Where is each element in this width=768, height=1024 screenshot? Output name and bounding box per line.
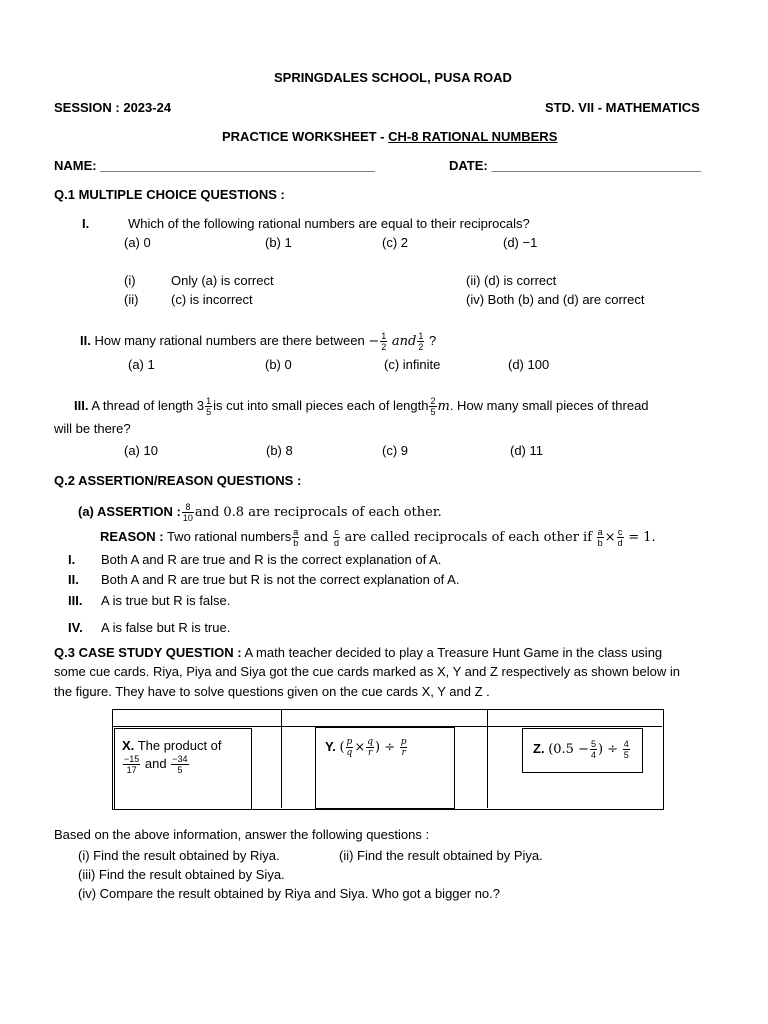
q1-i-sub-3-text: (ii) (d) is correct	[466, 273, 557, 288]
cue-card-y-times: ×	[354, 740, 366, 755]
q3-question-1: (i) Find the result obtained by Riya.	[78, 848, 280, 863]
q2-heading: Q.2 ASSERTION/REASON QUESTIONS :	[54, 473, 302, 488]
numerator: 1	[206, 396, 212, 407]
reason-fraction-3	[597, 527, 604, 548]
q1-iii-text-3: . How many small pieces of thread	[449, 398, 649, 413]
q1-iii-text-2: is cut into small pieces each of length	[213, 398, 429, 413]
q1-ii-number: II.	[80, 333, 91, 348]
numerator: 5	[590, 739, 596, 750]
q1-i-sub-1-num: (i)	[124, 273, 136, 288]
denominator: d	[617, 538, 623, 549]
numerator: 2	[430, 396, 436, 407]
q1-ii-question	[80, 329, 436, 354]
cue-card-z-fraction-2	[623, 739, 630, 760]
session: SESSION : 2023-24	[54, 100, 172, 115]
q1-iii-unit: m	[437, 399, 450, 414]
denominator: 17	[126, 765, 137, 775]
q1-iii-fraction-2	[429, 396, 436, 417]
q1-i-sub-4-text: (iv) Both (b) and (d) are correct	[466, 292, 645, 307]
q1-i-option-b: (b) 1	[265, 235, 292, 250]
q1-ii-fraction-1	[380, 331, 387, 352]
denominator: 2	[381, 342, 387, 353]
q2-option-3-text: A is true but R is false.	[101, 593, 231, 608]
q1-iii-number: III.	[74, 398, 89, 413]
numerator: 1	[418, 331, 424, 342]
reason-fraction-1	[292, 527, 299, 548]
denominator: 5	[623, 750, 629, 761]
q1-i-option-a: (a) 0	[124, 235, 151, 250]
q1-ii-option-c: (c) infinite	[384, 357, 441, 372]
q1-iii-option-d: (d) 11	[510, 443, 543, 458]
table-divider-1	[281, 709, 282, 808]
q1-i-number: I.	[82, 216, 90, 231]
q2-option-4-num: IV.	[68, 620, 83, 635]
cue-card-y-content	[325, 736, 408, 759]
numerator: q	[367, 737, 373, 748]
q3-based-on: Based on the above information, answer the following questions :	[54, 827, 430, 842]
worksheet-title	[222, 129, 557, 144]
cue-card-y-fraction-1	[346, 737, 354, 758]
numerator: a	[293, 527, 299, 538]
q3-intro-line-1	[54, 645, 662, 660]
q1-i-sub-1-text: Only (a) is correct	[171, 273, 274, 288]
q1-iii-text-1: A thread of length 3	[91, 398, 205, 413]
q2-option-3-num: III.	[68, 593, 83, 608]
reason-fraction-2	[333, 527, 340, 548]
q1-i-sub-2-text: (c) is incorrect	[171, 292, 253, 307]
q1-ii-and: and	[391, 334, 417, 349]
cue-card-x-fraction-2	[171, 754, 188, 775]
numerator: 4	[623, 739, 629, 750]
numerator: p	[346, 737, 353, 748]
reason-label: REASON :	[100, 529, 164, 544]
q2-option-1-num: I.	[68, 552, 76, 567]
q2-option-1-text: Both A and R are true and R is the correct explanation of A.	[101, 552, 442, 567]
q1-ii-qmark: ?	[428, 333, 437, 348]
q1-ii-text: How many rational numbers are there between	[94, 333, 369, 348]
numerator: p	[400, 737, 407, 748]
denominator: 5	[177, 765, 183, 775]
numerator: −34	[172, 754, 188, 764]
q1-ii-option-a: (a) 1	[128, 357, 155, 372]
q3-line-2: some cue cards. Riya, Piya and Siya got the cue cards marked as X, Y and Z respectively as shown below in	[54, 664, 680, 679]
cue-card-table-header-row	[112, 709, 662, 727]
denominator: d	[333, 538, 339, 549]
cue-card-x-label: X.	[122, 738, 135, 753]
q1-ii-option-b: (b) 0	[265, 357, 292, 372]
denominator: 4	[590, 750, 596, 761]
denominator: 5	[206, 407, 212, 418]
q1-heading: Q.1 MULTIPLE CHOICE QUESTIONS :	[54, 187, 285, 202]
cue-card-x-fraction-1	[123, 754, 140, 775]
cue-card-z-open: (0.5 −	[548, 742, 589, 757]
reason-times: ×	[604, 530, 616, 545]
denominator: 2	[418, 342, 424, 353]
q3-heading: Q.3 CASE STUDY QUESTION :	[54, 645, 242, 660]
denominator: 10	[182, 513, 193, 524]
q1-iii-option-a: (a) 10	[124, 443, 158, 458]
q1-iii-question	[74, 394, 649, 419]
worksheet-chapter: CH-8 RATIONAL NUMBERS	[388, 129, 558, 144]
school-name: SPRINGDALES SCHOOL, PUSA ROAD	[274, 70, 512, 85]
q1-iii-fraction-1	[205, 396, 212, 417]
cue-card-y	[315, 727, 455, 809]
q3-line-3: the figure. They have to solve questions given on the cue cards X, Y and Z .	[54, 684, 490, 699]
q1-i-option-c: (c) 2	[382, 235, 408, 250]
cue-card-z	[522, 728, 643, 773]
table-divider-2	[487, 709, 488, 808]
cue-card-x	[114, 728, 252, 810]
numerator: a	[597, 527, 603, 538]
denominator: r	[367, 748, 373, 759]
cue-card-x-content	[122, 738, 222, 775]
q1-i-option-d: (d) −1	[503, 235, 538, 250]
reason-equals: = 1.	[628, 530, 656, 545]
q3-question-4: (iv) Compare the result obtained by Riya and Siya. Who got a bigger no.?	[78, 886, 501, 901]
q1-iii-text-4: will be there?	[54, 421, 131, 436]
cue-card-y-close: ) ÷	[374, 740, 396, 755]
q1-i-sub-2-num: (ii)	[124, 292, 139, 307]
numerator: −15	[124, 754, 140, 764]
q2-option-2-text: Both A and R are true but R is not the correct explanation of A.	[101, 572, 460, 587]
cue-card-y-open: (	[339, 740, 345, 755]
q1-ii-option-d: (d) 100	[508, 357, 550, 372]
q2-assertion	[78, 500, 442, 525]
cue-card-z-close: ) ÷	[597, 742, 619, 757]
q2-option-2-num: II.	[68, 572, 79, 587]
q3-question-2: (ii) Find the result obtained by Piya.	[339, 848, 543, 863]
assertion-text: and 0.8 are reciprocals of each other.	[194, 505, 442, 520]
reason-text-2: are called reciprocals of each other if	[344, 530, 593, 545]
denominator: q	[346, 748, 353, 759]
q3-question-3: (iii) Find the result obtained by Siya.	[78, 867, 285, 882]
cue-card-z-fraction-1	[590, 739, 597, 760]
numerator: c	[617, 527, 623, 538]
date-field: DATE: _____________________________	[449, 158, 702, 173]
denominator: b	[293, 538, 299, 549]
reason-and: and	[303, 530, 329, 545]
q2-option-4-text: A is false but R is true.	[101, 620, 231, 635]
numerator: 8	[182, 502, 194, 513]
cue-card-x-text: The product of	[137, 738, 222, 753]
cue-card-y-label: Y.	[325, 739, 336, 754]
q3-line-1: A math teacher decided to play a Treasure Hunt Game in the class using	[244, 645, 663, 660]
q1-ii-minus: −	[368, 334, 380, 349]
q1-i-text: Which of the following rational numbers are equal to their reciprocals?	[128, 216, 530, 231]
assertion-fraction	[182, 502, 194, 523]
cue-card-z-content	[533, 737, 631, 762]
assertion-label: (a) ASSERTION :	[78, 504, 181, 519]
class-subject: STD. VII - MATHEMATICS	[545, 100, 700, 115]
q1-iii-option-b: (b) 8	[266, 443, 293, 458]
reason-text-1: Two rational numbers	[166, 529, 292, 544]
denominator: b	[597, 538, 603, 549]
worksheet-prefix: PRACTICE WORKSHEET -	[222, 129, 389, 144]
q1-iii-option-c: (c) 9	[382, 443, 408, 458]
numerator: c	[334, 527, 339, 538]
cue-card-y-fraction-2	[366, 737, 374, 758]
numerator: 1	[381, 331, 387, 342]
cue-card-x-and: and	[144, 755, 167, 771]
reason-fraction-4	[617, 527, 624, 548]
name-field: NAME: ______________________________________	[54, 158, 375, 173]
cue-card-y-fraction-3	[400, 737, 408, 758]
denominator: 5	[430, 407, 436, 418]
denominator: r	[401, 748, 406, 759]
q1-ii-fraction-2	[417, 331, 424, 352]
q2-reason	[100, 525, 656, 550]
cue-card-z-label: Z.	[533, 741, 545, 756]
